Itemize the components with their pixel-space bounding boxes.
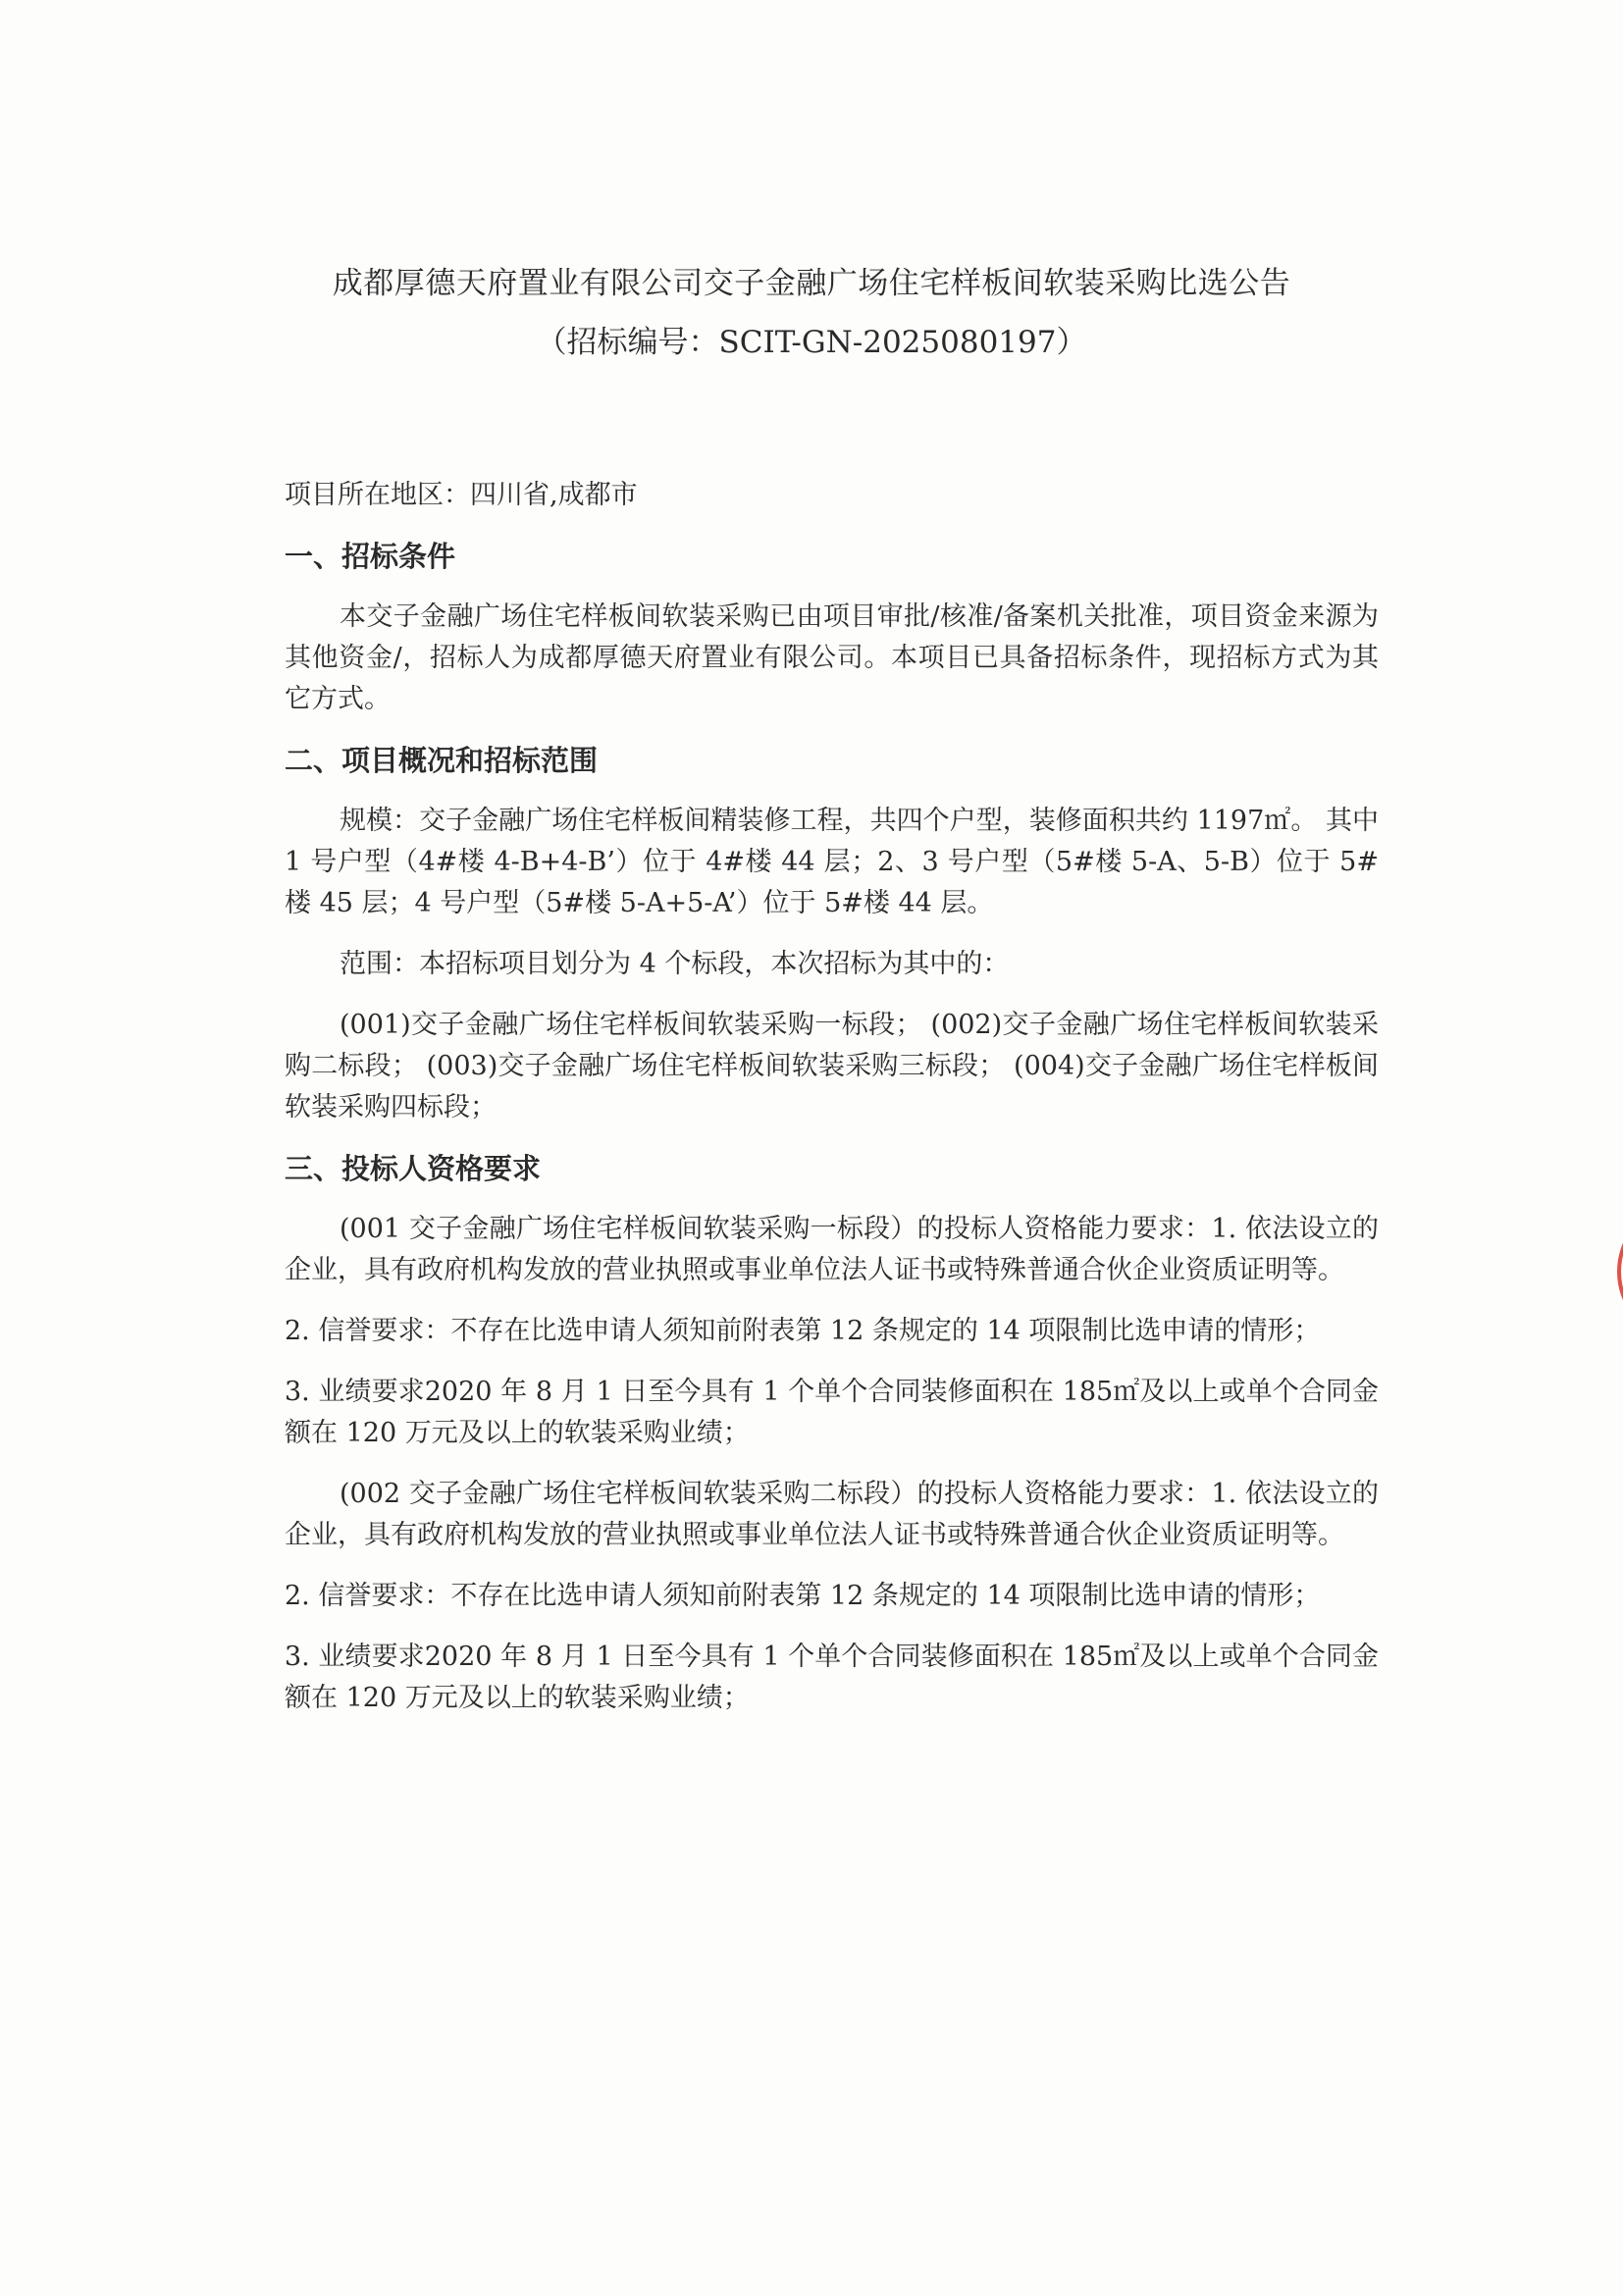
document-body bbox=[285, 475, 1379, 1739]
scale-paragraph: 规模：交子金融广场住宅样板间精装修工程，共四个户型，装修面积共约 1197㎡。 其中 1 号户型（4#楼 4-B+4-B’）位于 4#楼 44 层；2、3 号户型（5#楼 5-A、5-B）位于 5#楼 45 层；4 号户型（5#楼 5-A+5-A’）位于 5#楼 44 层。 bbox=[285, 806, 1379, 918]
lot-002-performance-requirement: 3. 业绩要求2020 年 8 月 1 日至今具有 1 个单个合同装修面积在 185㎡及以上或单个合同金额在 120 万元及以上的软装采购业绩； bbox=[285, 1642, 1379, 1713]
lot-001-performance-requirement: 3. 业绩要求2020 年 8 月 1 日至今具有 1 个单个合同装修面积在 185㎡及以上或单个合同金额在 120 万元及以上的软装采购业绩； bbox=[285, 1377, 1379, 1448]
section-heading-1: 一、招标条件 bbox=[285, 540, 456, 573]
red-seal-stamp bbox=[1582, 1195, 1623, 1348]
lot-002-credit-requirement: 2. 信誉要求：不存在比选申请人须知前附表第 12 条规定的 14 项限制比选申请的情形； bbox=[285, 1581, 1321, 1611]
lot-002-requirement: (002 交子金融广场住宅样板间软装采购二标段）的投标人资格能力要求：1. 依法设立的企业，具有政府机构发放的营业执照或事业单位法人证书或特殊普通合伙企业资质证明等。 bbox=[285, 1479, 1379, 1550]
document-title: 成都厚德天府置业有限公司交子金融广场住宅样板间软装采购比选公告 bbox=[332, 266, 1291, 301]
lots-paragraph: (001)交子金融广场住宅样板间软装采购一标段； (002)交子金融广场住宅样板间软装采购二标段； (003)交子金融广场住宅样板间软装采购三标段； (004)交子金融广场住宅样板间软装采购四标段； bbox=[285, 1010, 1379, 1122]
section-1-paragraph: 本交子金融广场住宅样板间软装采购已由项目审批/核准/备案机关批准，项目资金来源为其他资金/，招标人为成都厚德天府置业有限公司。本项目已具备招标条件，现招标方式为其它方式。 bbox=[285, 601, 1379, 714]
tender-number: （招标编号：SCIT-GN-2025080197） bbox=[536, 325, 1087, 360]
seal-outer-ring bbox=[1619, 1201, 1623, 1342]
lot-001-credit-requirement: 2. 信誉要求：不存在比选申请人须知前附表第 12 条规定的 14 项限制比选申请的情形； bbox=[285, 1316, 1321, 1346]
section-heading-2: 二、项目概况和招标范围 bbox=[285, 744, 599, 777]
section-heading-3: 三、投标人资格要求 bbox=[285, 1152, 542, 1185]
scope-paragraph: 范围：本招标项目划分为 4 个标段，本次招标为其中的： bbox=[340, 949, 1010, 979]
project-region: 项目所在地区：四川省,成都市 bbox=[285, 480, 638, 510]
title-block bbox=[0, 263, 1623, 363]
lot-001-requirement: (001 交子金融广场住宅样板间软装采购一标段）的投标人资格能力要求：1. 依法设立的企业，具有政府机构发放的营业执照或事业单位法人证书或特殊普通合伙企业资质证明等。 bbox=[285, 1214, 1379, 1285]
